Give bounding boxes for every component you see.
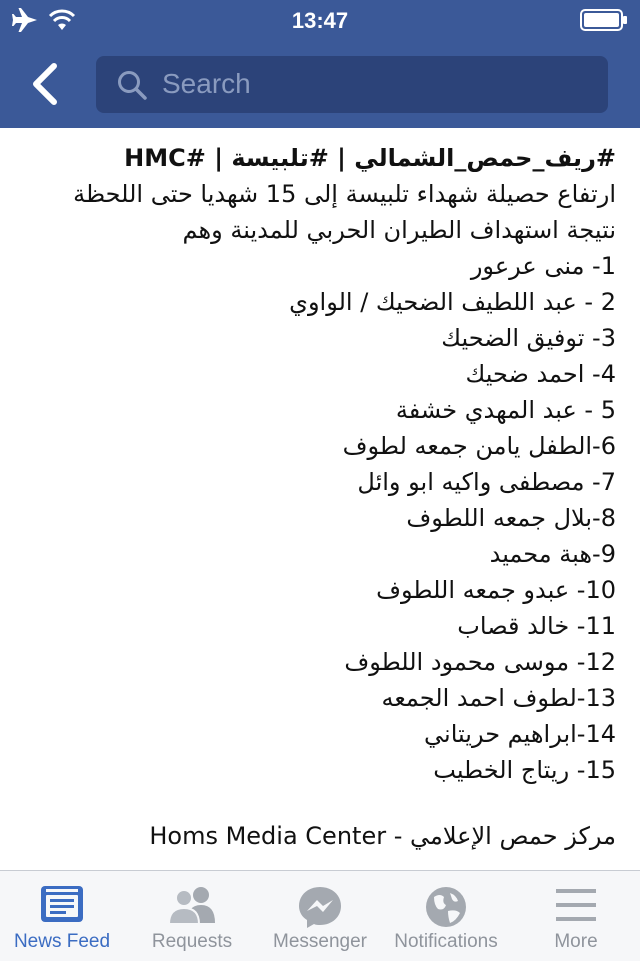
- status-bar: [0, 0, 640, 40]
- tab-label: More: [554, 931, 598, 952]
- list-item: 14-ابراهيم حريتاني: [424, 720, 616, 748]
- list-item: 6-الطفل يامن جمعه لطوف: [342, 432, 616, 460]
- list-item: 11- خالد قصاب: [457, 612, 616, 640]
- tab-more[interactable]: [512, 871, 640, 961]
- list-item: 10- عبدو جمعه اللطوف: [376, 576, 616, 604]
- status-time: 13:47: [291, 8, 349, 33]
- list-item: 15- ريتاج الخطيب: [433, 756, 616, 784]
- friends-icon: [167, 885, 217, 929]
- tab-news-feed[interactable]: [0, 871, 124, 961]
- search-placeholder: Search: [162, 68, 251, 99]
- tab-messenger[interactable]: [256, 871, 384, 961]
- post-hashtags: #ريف_حمص_الشمالي | #تلبيسة | #HMC: [124, 144, 616, 172]
- list-item: 1- منى عرعور: [470, 252, 616, 280]
- nav-bar: [0, 40, 640, 128]
- tab-label: Notifications: [394, 931, 498, 952]
- tab-bar: [0, 870, 640, 961]
- tab-requests[interactable]: [128, 871, 256, 961]
- list-item: 13-لطوف احمد الجمعه: [381, 684, 616, 712]
- list-item: 5 - عبد المهدي خشفة: [395, 396, 616, 424]
- messenger-icon: [297, 885, 343, 933]
- list-item: 4- احمد ضحيك: [465, 360, 616, 388]
- post-content: [0, 128, 640, 870]
- list-item: 2 - عبد اللطيف الضحيك / الواوي: [289, 288, 616, 316]
- post-line: ارتفاع حصيلة شهداء تلبيسة إلى 15 شهديا حتى اللحظة: [73, 180, 616, 208]
- battery-icon: [580, 9, 628, 35]
- back-button[interactable]: [24, 62, 64, 106]
- tab-label: Messenger: [273, 931, 367, 952]
- search-input[interactable]: [96, 56, 608, 113]
- post-signature: مركز حمص الإعلامي - Homs Media Center: [149, 822, 616, 850]
- list-item: 9-هبة محميد: [489, 540, 616, 568]
- chevron-left-icon: [24, 62, 64, 106]
- search-icon: [116, 69, 148, 105]
- list-item: 7- مصطفى واكيه ابو وائل: [357, 468, 616, 496]
- list-item: 3- توفيق الضحيك: [441, 324, 616, 352]
- news-feed-icon: [40, 885, 84, 927]
- globe-icon: [424, 885, 468, 933]
- menu-icon: [555, 885, 597, 929]
- post-line: نتيجة استهداف الطيران الحربي للمدينة وهم: [182, 216, 616, 244]
- list-item: 8-بلال جمعه اللطوف: [406, 504, 616, 532]
- list-item: 12- موسى محمود اللطوف: [344, 648, 616, 676]
- tab-notifications[interactable]: [384, 871, 508, 961]
- post-text: [16, 140, 616, 788]
- tab-label: News Feed: [13, 931, 111, 952]
- tab-label: Requests: [151, 931, 233, 952]
